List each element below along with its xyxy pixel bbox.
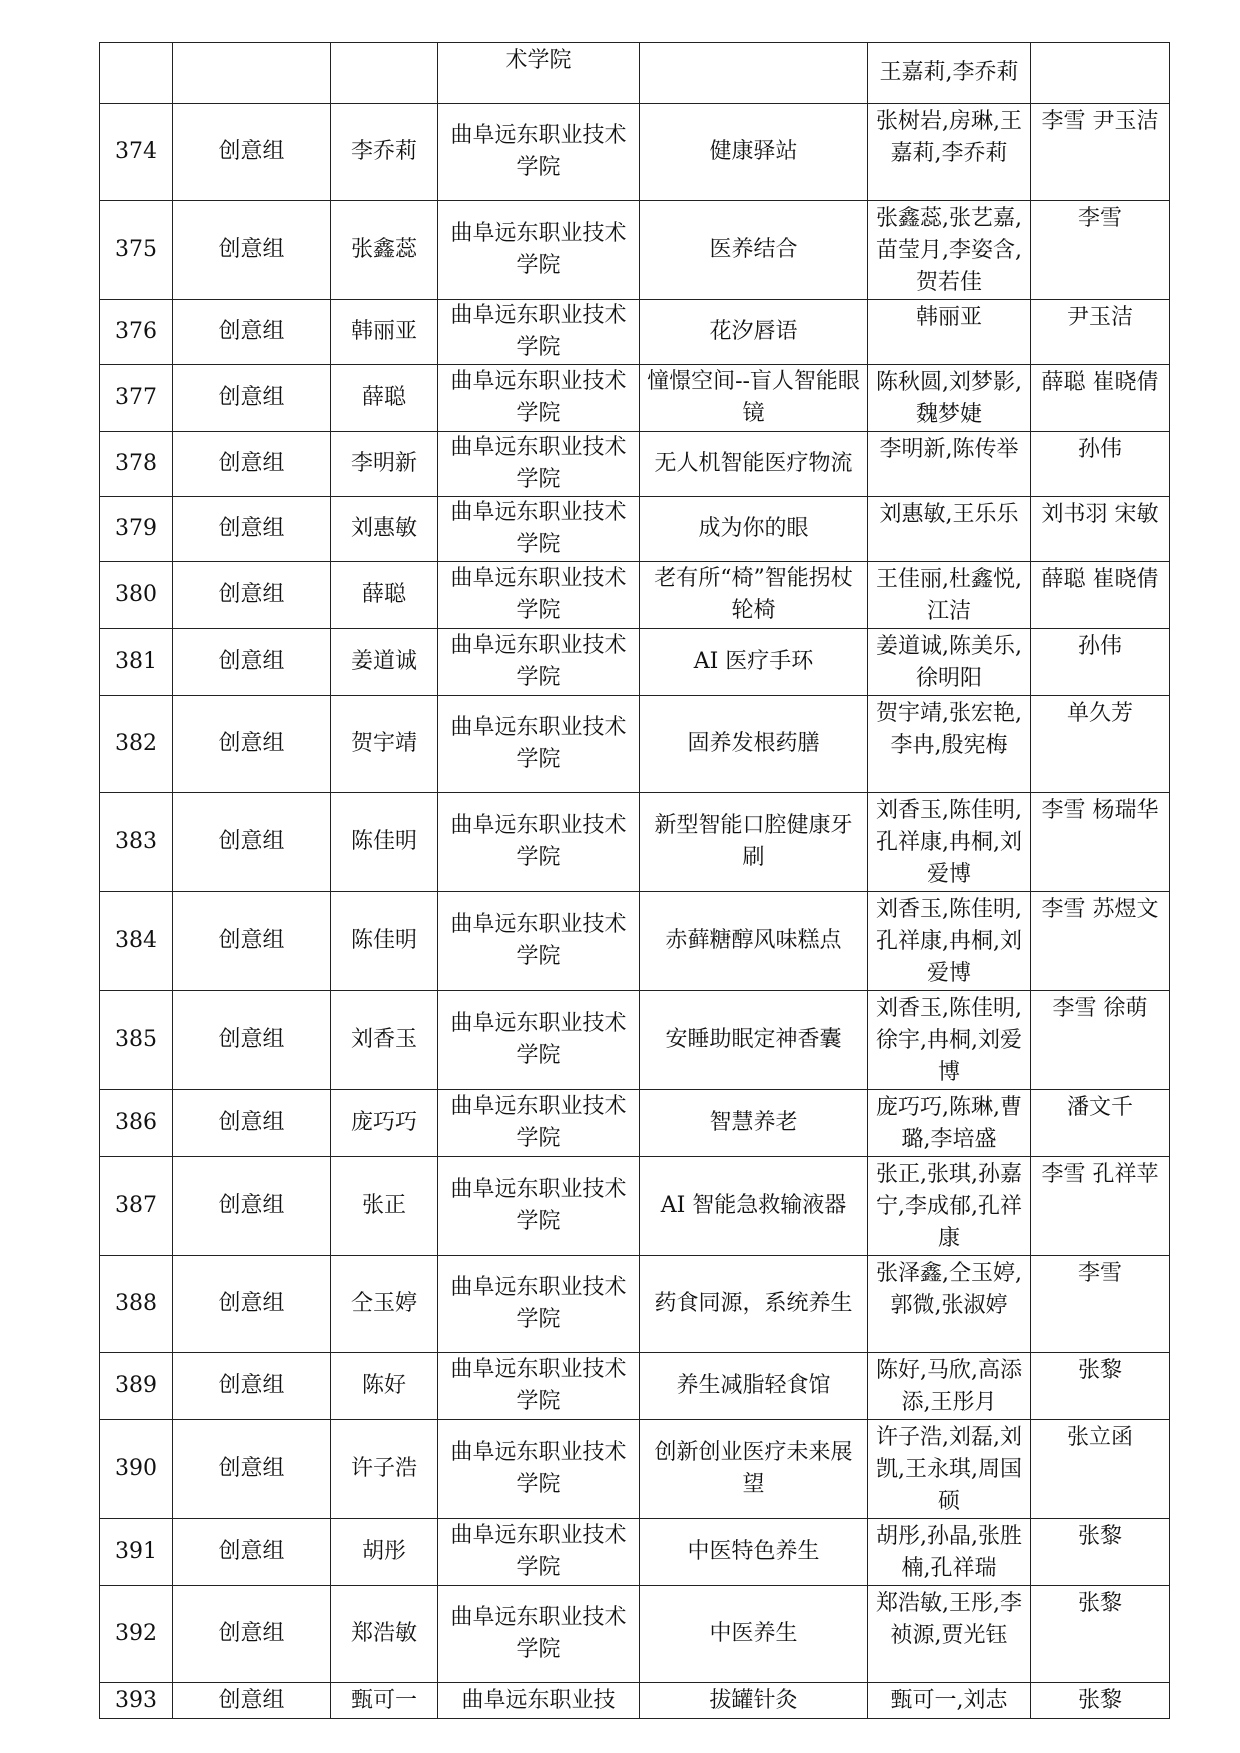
table-row: [100, 1256, 1170, 1353]
cell-advisor: 薛聪 崔晓倩: [1031, 562, 1170, 629]
table-row: [100, 201, 1170, 300]
cell-advisor: 刘书羽 宋敏: [1031, 497, 1170, 562]
cell-leader: 李乔莉: [331, 104, 438, 201]
table-row: [100, 892, 1170, 991]
cell-number: 377: [100, 365, 173, 432]
cell-advisor: 潘文千: [1031, 1090, 1170, 1157]
cell-unit: 曲阜远东职业技术学院: [438, 1519, 640, 1586]
cell-number: 392: [100, 1586, 173, 1683]
cell-project: 憧憬空间--盲人智能眼镜: [640, 365, 868, 432]
cell-members: 李明新,陈传举: [868, 432, 1031, 497]
cell-advisor: 李雪 尹玉洁: [1031, 104, 1170, 201]
cell-leader: 刘惠敏: [331, 497, 438, 562]
cell-project: 拔罐针灸: [640, 1683, 868, 1719]
cell-number: 379: [100, 497, 173, 562]
cell-project: [640, 43, 868, 104]
cell-unit: 曲阜远东职业技术学院: [438, 793, 640, 892]
cell-project: 中医养生: [640, 1586, 868, 1683]
cell-number: 389: [100, 1353, 173, 1420]
table-row: [100, 629, 1170, 696]
cell-advisor: 李雪 杨瑞华: [1031, 793, 1170, 892]
cell-advisor: 张立函: [1031, 1420, 1170, 1519]
cell-unit: 曲阜远东职业技术学院: [438, 1420, 640, 1519]
cell-leader: 韩丽亚: [331, 300, 438, 365]
table-row: [100, 991, 1170, 1090]
cell-members: 胡彤,孙晶,张胜楠,孔祥瑞: [868, 1519, 1031, 1586]
cell-advisor: 单久芳: [1031, 696, 1170, 793]
cell-group: 创意组: [173, 300, 331, 365]
cell-members: 韩丽亚: [868, 300, 1031, 365]
table-row: [100, 1519, 1170, 1586]
cell-unit: 曲阜远东职业技术学院: [438, 497, 640, 562]
cell-number: 390: [100, 1420, 173, 1519]
cell-members: 姜道诚,陈美乐,徐明阳: [868, 629, 1031, 696]
cell-project: 老有所“椅”智能拐杖轮椅: [640, 562, 868, 629]
cell-number: 387: [100, 1157, 173, 1256]
cell-number: 380: [100, 562, 173, 629]
cell-advisor: 张黎: [1031, 1586, 1170, 1683]
cell-group: 创意组: [173, 1256, 331, 1353]
cell-group: 创意组: [173, 1586, 331, 1683]
cell-project: 安睡助眠定神香囊: [640, 991, 868, 1090]
table-row: [100, 43, 1170, 104]
cell-project: 养生减脂轻食馆: [640, 1353, 868, 1420]
cell-members: 贺宇靖,张宏艳,李冉,殷宪梅: [868, 696, 1031, 793]
table-row: [100, 1683, 1170, 1719]
cell-group: 创意组: [173, 497, 331, 562]
cell-unit: 曲阜远东职业技术学院: [438, 1256, 640, 1353]
cell-advisor: 张黎: [1031, 1683, 1170, 1719]
cell-unit: 曲阜远东职业技术学院: [438, 104, 640, 201]
cell-group: 创意组: [173, 696, 331, 793]
cell-unit: 曲阜远东职业技术学院: [438, 365, 640, 432]
cell-unit: 曲阜远东职业技术学院: [438, 201, 640, 300]
cell-project: AI 智能急救输液器: [640, 1157, 868, 1256]
cell-group: 创意组: [173, 1683, 331, 1719]
cell-group: 创意组: [173, 432, 331, 497]
cell-unit: 曲阜远东职业技术学院: [438, 562, 640, 629]
cell-advisor: 李雪 苏煜文: [1031, 892, 1170, 991]
cell-group: 创意组: [173, 1090, 331, 1157]
table-row: [100, 793, 1170, 892]
cell-number: 375: [100, 201, 173, 300]
cell-group: 创意组: [173, 1420, 331, 1519]
cell-number: 382: [100, 696, 173, 793]
cell-group: 创意组: [173, 1519, 331, 1586]
cell-members: 甄可一,刘志: [868, 1683, 1031, 1719]
cell-advisor: 孙伟: [1031, 432, 1170, 497]
table-row: [100, 432, 1170, 497]
cell-leader: 陈佳明: [331, 793, 438, 892]
cell-group: 创意组: [173, 365, 331, 432]
cell-members: 王嘉莉,李乔莉: [868, 43, 1031, 104]
table-row: [100, 1157, 1170, 1256]
cell-leader: 薛聪: [331, 562, 438, 629]
cell-leader: 薛聪: [331, 365, 438, 432]
cell-number: 384: [100, 892, 173, 991]
cell-group: 创意组: [173, 629, 331, 696]
cell-unit: 曲阜远东职业技术学院: [438, 629, 640, 696]
cell-members: 张树岩,房琳,王嘉莉,李乔莉: [868, 104, 1031, 201]
table-row: [100, 300, 1170, 365]
cell-project: 药食同源，系统养生: [640, 1256, 868, 1353]
cell-advisor: 薛聪 崔晓倩: [1031, 365, 1170, 432]
cell-leader: 陈好: [331, 1353, 438, 1420]
cell-leader: 仝玉婷: [331, 1256, 438, 1353]
cell-leader: 庞巧巧: [331, 1090, 438, 1157]
cell-leader: [331, 43, 438, 104]
cell-advisor: 张黎: [1031, 1519, 1170, 1586]
cell-project: 无人机智能医疗物流: [640, 432, 868, 497]
cell-group: 创意组: [173, 793, 331, 892]
table-row: [100, 1586, 1170, 1683]
cell-members: 王佳丽,杜鑫悦,江洁: [868, 562, 1031, 629]
awards-table: [99, 42, 1170, 1719]
cell-leader: 姜道诚: [331, 629, 438, 696]
table-body: [100, 43, 1170, 1719]
table-row: [100, 1353, 1170, 1420]
cell-leader: 贺宇靖: [331, 696, 438, 793]
cell-leader: 胡彤: [331, 1519, 438, 1586]
cell-unit: 曲阜远东职业技术学院: [438, 991, 640, 1090]
cell-group: 创意组: [173, 991, 331, 1090]
cell-number: 393: [100, 1683, 173, 1719]
cell-number: 378: [100, 432, 173, 497]
cell-unit: 曲阜远东职业技术学院: [438, 432, 640, 497]
cell-number: 385: [100, 991, 173, 1090]
cell-project: 花汐唇语: [640, 300, 868, 365]
cell-group: 创意组: [173, 104, 331, 201]
cell-leader: 张正: [331, 1157, 438, 1256]
cell-project: 智慧养老: [640, 1090, 868, 1157]
table-row: [100, 562, 1170, 629]
cell-project: AI 医疗手环: [640, 629, 868, 696]
cell-advisor: 李雪 孔祥苹: [1031, 1157, 1170, 1256]
cell-number: [100, 43, 173, 104]
cell-group: [173, 43, 331, 104]
cell-unit: 曲阜远东职业技术学院: [438, 1586, 640, 1683]
cell-unit: 曲阜远东职业技术学院: [438, 892, 640, 991]
table-row: [100, 104, 1170, 201]
cell-project: 中医特色养生: [640, 1519, 868, 1586]
cell-members: 许子浩,刘磊,刘凯,王永琪,周国硕: [868, 1420, 1031, 1519]
table-row: [100, 1420, 1170, 1519]
cell-project: 医养结合: [640, 201, 868, 300]
cell-leader: 张鑫蕊: [331, 201, 438, 300]
cell-project: 成为你的眼: [640, 497, 868, 562]
cell-unit: 曲阜远东职业技术学院: [438, 1157, 640, 1256]
cell-members: 刘香玉,陈佳明,孔祥康,冉桐,刘爱博: [868, 892, 1031, 991]
cell-unit: 曲阜远东职业技术学院: [438, 696, 640, 793]
cell-number: 386: [100, 1090, 173, 1157]
table-row: [100, 497, 1170, 562]
cell-number: 391: [100, 1519, 173, 1586]
cell-members: 张正,张琪,孙嘉宁,李成郁,孔祥康: [868, 1157, 1031, 1256]
cell-number: 381: [100, 629, 173, 696]
cell-project: 赤藓糖醇风味糕点: [640, 892, 868, 991]
cell-group: 创意组: [173, 562, 331, 629]
cell-advisor: 尹玉洁: [1031, 300, 1170, 365]
table-row: [100, 1090, 1170, 1157]
cell-advisor: 张黎: [1031, 1353, 1170, 1420]
cell-unit: 曲阜远东职业技术学院: [438, 1090, 640, 1157]
cell-leader: 李明新: [331, 432, 438, 497]
cell-members: 张鑫蕊,张艺嘉,苗莹月,李姿含,贺若佳: [868, 201, 1031, 300]
cell-members: 郑浩敏,王彤,李祯源,贾光钰: [868, 1586, 1031, 1683]
cell-project: 健康驿站: [640, 104, 868, 201]
cell-group: 创意组: [173, 892, 331, 991]
cell-group: 创意组: [173, 1353, 331, 1420]
cell-unit: 曲阜远东职业技术学院: [438, 1353, 640, 1420]
table-row: [100, 365, 1170, 432]
cell-number: 383: [100, 793, 173, 892]
cell-advisor: 李雪 徐萌: [1031, 991, 1170, 1090]
cell-project: 创新创业医疗未来展望: [640, 1420, 868, 1519]
cell-members: 刘惠敏,王乐乐: [868, 497, 1031, 562]
cell-number: 374: [100, 104, 173, 201]
cell-leader: 陈佳明: [331, 892, 438, 991]
cell-advisor: 李雪: [1031, 1256, 1170, 1353]
cell-members: 刘香玉,陈佳明,孔祥康,冉桐,刘爱博: [868, 793, 1031, 892]
table-row: [100, 696, 1170, 793]
cell-project: 固养发根药膳: [640, 696, 868, 793]
cell-members: 陈秋圆,刘梦影,魏梦婕: [868, 365, 1031, 432]
cell-unit: 术学院: [438, 43, 640, 104]
cell-group: 创意组: [173, 201, 331, 300]
cell-advisor: 孙伟: [1031, 629, 1170, 696]
cell-members: 庞巧巧,陈琳,曹璐,李培盛: [868, 1090, 1031, 1157]
cell-members: 陈好,马欣,高添添,王彤月: [868, 1353, 1031, 1420]
cell-advisor: [1031, 43, 1170, 104]
cell-number: 388: [100, 1256, 173, 1353]
cell-leader: 许子浩: [331, 1420, 438, 1519]
cell-group: 创意组: [173, 1157, 331, 1256]
cell-leader: 甄可一: [331, 1683, 438, 1719]
cell-members: 刘香玉,陈佳明,徐宇,冉桐,刘爱博: [868, 991, 1031, 1090]
cell-number: 376: [100, 300, 173, 365]
cell-unit: 曲阜远东职业技术学院: [438, 300, 640, 365]
cell-project: 新型智能口腔健康牙刷: [640, 793, 868, 892]
cell-leader: 刘香玉: [331, 991, 438, 1090]
cell-leader: 郑浩敏: [331, 1586, 438, 1683]
cell-unit: 曲阜远东职业技: [438, 1683, 640, 1719]
cell-advisor: 李雪: [1031, 201, 1170, 300]
cell-members: 张泽鑫,仝玉婷,郭微,张淑婷: [868, 1256, 1031, 1353]
